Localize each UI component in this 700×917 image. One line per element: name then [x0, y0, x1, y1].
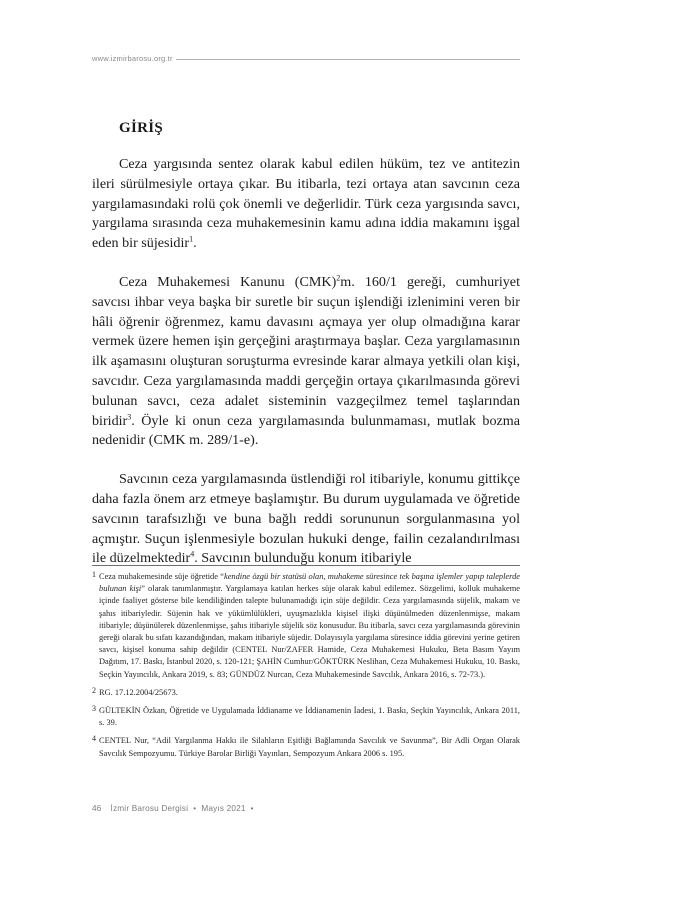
text-run: m. 160/1 gereği, cumhuriyet savcısı ihbar veya başka bir suretle bir suçun işlendiği izlenimini veren bir hâli öğrenir öğrenmez, kamu davasını açmaya yer olup olmadığına karar vermek üzere hemen işin gerçeğini araştırmaya başlar. Ceza yargılamasının ilk aşamasını oluşturan soruşturma evresinde karar almaya yetkili olan kişi, savcıdır. Ceza yargılamasında maddi gerçeğin ortaya çıkarılmasında görevi bulunan savcı, ceza adalet sisteminin vazgeçilmez temel taşlarından biridir — [92, 273, 520, 429]
footnote-number: 3 — [92, 704, 96, 714]
paragraph — [92, 155, 520, 254]
page-number: 46 — [92, 804, 102, 813]
footnote-text — [99, 571, 520, 681]
footnote-separator — [92, 565, 520, 566]
text-run: Ceza yargısında sentez olarak kabul edilen hüküm, tez ve antitezin ileri sürülmesiyle ortaya çıkar. Bu itibarla, tezi ortaya atan savcının ceza yargılamasındaki rolü çok önemli ve değerlidir. Türk ceza yargısında savcı, yargılama sırasında ceza muhakemesinin kamu adına iddia makamını işgal eden bir süjesidir — [92, 156, 520, 252]
footnote — [92, 687, 520, 699]
paragraph — [92, 273, 520, 451]
text-run: CENTEL Nur, “Adil Yargılanma Hakkı ile Silahların Eşitliği Bağlamında Savcılık ve Savunma”, Bir Adli Organ Olarak Savcılık Sempozyumu. Türkiye Barolar Birliği Yayınları, Sempozyum Ankara 2006 s. 195. — [99, 736, 520, 758]
footnote-text — [99, 705, 520, 729]
footnotes — [92, 571, 520, 766]
journal-name: İzmir Barosu Dergisi — [110, 804, 189, 813]
footnote-reference: 3 — [127, 411, 132, 421]
page-footer — [92, 804, 259, 813]
text-run: RG. 17.12.2004/25673. — [99, 687, 178, 697]
issue-date: Mayıs 2021 — [201, 804, 246, 813]
body-text — [92, 155, 520, 569]
footnote — [92, 571, 520, 681]
header-rule — [176, 59, 520, 60]
header-url: www.izmirbarosu.org.tr — [92, 53, 176, 65]
footnote-reference: 1 — [189, 234, 194, 244]
text-run: Ceza muhakemesinde süje öğretide “ — [99, 572, 224, 581]
text-run: Savcının ceza yargılamasında üstlendiği rol itibariyle, konumu gittikçe daha fazla önem arz etmeye başlamıştır. Bu durum uygulamada ve öğretide savcının tarafsızlığı ve buna bağlı reddi sorununun sorgulanmasına yol açmıştır. Suçun işlenmesiyle bozulan hukuki denge, failin cezalandırılması ile düzelmektedir — [92, 471, 520, 567]
footnote-text — [99, 735, 520, 759]
footnote-number: 4 — [92, 734, 96, 744]
footnote — [92, 735, 520, 759]
page-header — [92, 53, 520, 67]
section-title: GİRİŞ — [119, 120, 164, 136]
text-run: . Öyle ki onun ceza yargılamasında bulunmaması, mutlak bozma nedenidir (CMK m. 289/1-e). — [92, 412, 520, 449]
italic-text: kendine özgü bir statüsü olan, muhakeme süresince tek başına işlemler yapıp taleplerde bulunan kişi — [99, 572, 521, 594]
footnote-text — [99, 687, 520, 699]
footnote-reference: 2 — [336, 273, 341, 283]
footnote-number: 1 — [92, 570, 96, 579]
text-run: . Savcının bulunduğu konum itibariyle — [194, 550, 412, 567]
footer-trailing-separator: • — [250, 804, 254, 813]
text-run: ” olarak tanımlanmıştır. Yargılamaya katılan herkes süje olarak kabul edilemez. Sözgelimi, kolluk muhakeme içinde faaliyet gösterse bile kendiliğinden talepte bulunamadığı için süje değildir. Ceza yargılamasında süjelik, makam ve şahıs itibariyledir. Süjenin hak ve yükümlülükleri, uyuşmazlıkla kişisel ilişki düşünülmeden düzenlenmişse, makam itibariyle; düşünülerek düzenlenmişse, şahıs itibariyle süjelik söz konusudur. Bu itibarla, savcı ceza yargılamasında görevinin gereği olarak bu sıfatı kazandığından, makam itibariyle süjedir. Dolayısıyla yargılama süresince iddia görevini yerine getiren savcı, kişisel konuma sahip değildir (CENTEL Nur/ZAFER Hamide, Ceza Muhakemesi Hukuku, Beta Basım Yayım Dağıtım, 17. Baskı, İstanbul 2020, s. 120-121; ŞAHİN Cumhur/GÖKTÜRK Neslihan, Ceza Muhakemesi Hukuku, 10. Baskı, Seçkin Yayıncılık, Ankara 2019, s. 83; GÜNDÜZ Nurcan, Ceza Muhakemesinde Savcılık, Ankara 2016, s. 72-73.). — [99, 584, 520, 679]
footnote — [92, 705, 520, 729]
footer-separator: • — [193, 804, 197, 813]
text-run: Ceza Muhakemesi Kanunu (CMK) — [119, 273, 337, 290]
footnote-reference: 4 — [190, 549, 195, 559]
footnote-number: 2 — [92, 685, 96, 695]
text-run: . — [193, 235, 197, 252]
text-run: GÜLTEKİN Özkan, Öğretide ve Uygulamada İddianame ve İddianamenin İadesi, 1. Baskı, Seçkin Yayıncılık, Ankara 2011, s. 39. — [99, 706, 520, 728]
paragraph — [92, 470, 520, 569]
